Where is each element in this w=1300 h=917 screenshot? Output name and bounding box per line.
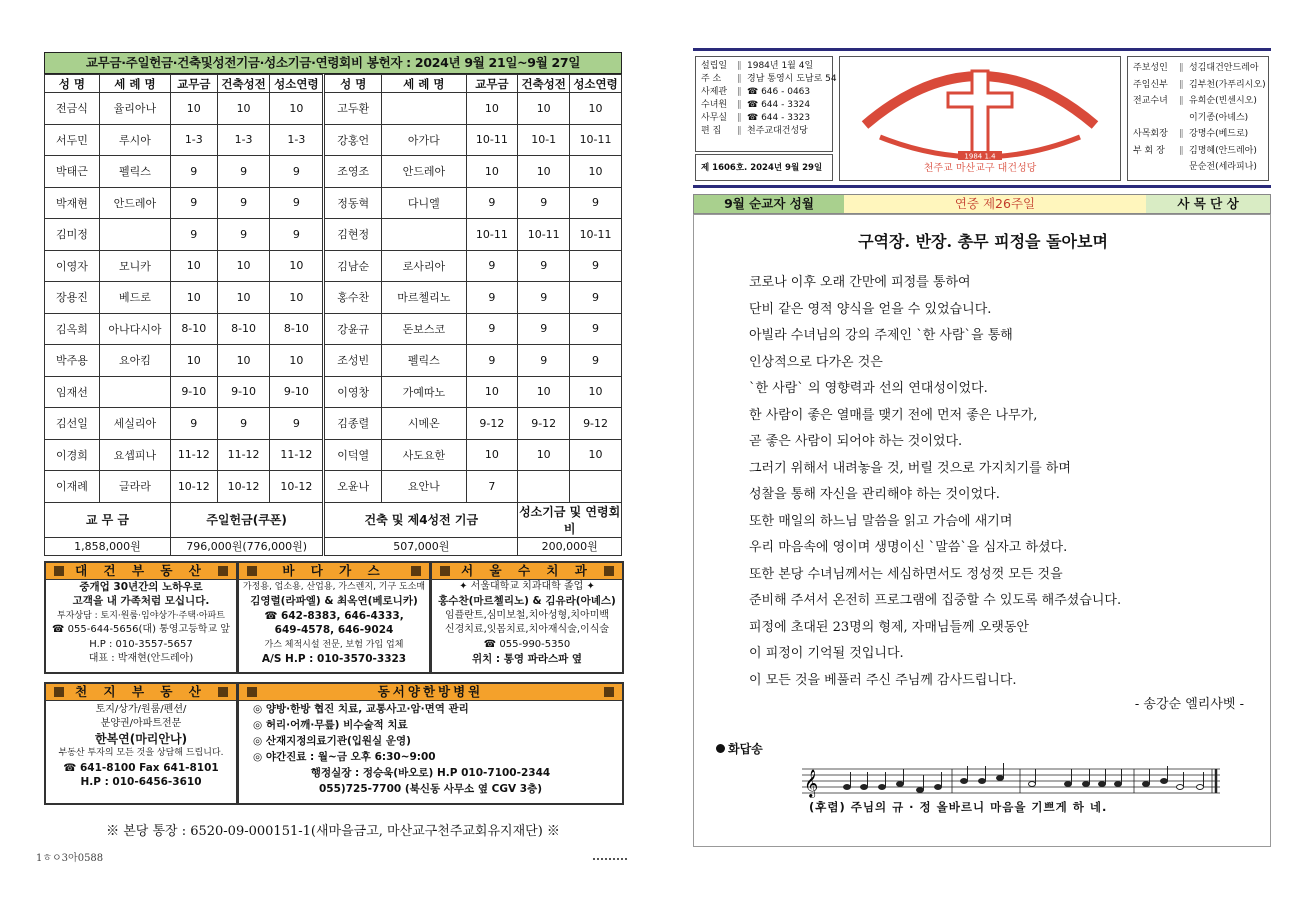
info-key: 주임신부: [1133, 79, 1168, 90]
ad-line: ◎ 양방·한방 협진 치료, 교통사고·암·면역 관리: [253, 703, 469, 715]
article-line: 또한 본당 수녀님께서는 세심하면서도 정성껏 모든 것을: [749, 566, 1063, 582]
handwritten-note: 1ㅎㅇ3아0588: [36, 853, 104, 864]
info-row: [701, 125, 827, 138]
column-header: 성소연령: [270, 75, 324, 93]
table-cell: 10: [217, 250, 270, 282]
table-cell: 이영창: [324, 376, 382, 408]
table-cell: 요아킴: [99, 345, 170, 377]
table-row: [45, 376, 622, 408]
column-header: 성소연령: [570, 75, 622, 93]
table-cell: 10-12: [270, 471, 324, 503]
donor-table: [44, 74, 622, 556]
info-row: [1133, 126, 1263, 143]
column-title: 사 목 단 상: [1146, 195, 1270, 213]
parish-info-box: [695, 56, 837, 152]
table-row: [45, 471, 622, 503]
ad-line: 임플란트,심미보철,치아성형,치아미백: [444, 609, 610, 621]
table-cell: 9-12: [570, 408, 622, 440]
table-row: [45, 219, 622, 251]
table-cell: 10: [217, 93, 270, 125]
table-cell: 요안나: [382, 471, 466, 503]
ad-line: 한복연(마리안나): [94, 731, 188, 746]
article-line: 피정에 초대된 23명의 형제, 자매님들께 오랫동안: [749, 619, 1029, 635]
table-cell: 10: [170, 250, 217, 282]
table-cell: 김옥희: [45, 313, 100, 345]
table-cell: 박재현: [45, 187, 100, 219]
column-header: 세 례 명: [382, 75, 466, 93]
info-value: 문순전(세라피나): [1189, 162, 1257, 172]
table-row: [45, 250, 622, 282]
ad-line: 가스 체적시설 전문, 보험 가입 업체: [264, 639, 404, 650]
table-cell: 다니엘: [382, 187, 466, 219]
info-key: 수녀원: [701, 100, 728, 110]
table-cell: 9: [570, 282, 622, 314]
info-value: 경남 통영시 도남로 54: [747, 74, 837, 84]
table-cell: 이덕열: [324, 439, 382, 471]
table-cell: [382, 219, 466, 251]
issue-number: 제 1606호. 2024년 9월 29일: [695, 154, 833, 181]
ad-line: 649-4578, 646-9024: [274, 624, 394, 637]
info-separator: ∥: [1179, 129, 1184, 139]
info-value: 이기종(아녜스): [1189, 112, 1249, 123]
table-cell: 조영조: [324, 156, 382, 188]
info-row: [701, 86, 827, 99]
ad-bada-gas: [237, 561, 431, 674]
table-cell: [518, 471, 570, 503]
psalm-label: 화답송: [728, 742, 763, 756]
donor-section: [44, 52, 622, 556]
info-value: 김부천(가푸리시오): [1189, 79, 1266, 90]
table-cell: 7: [466, 471, 518, 503]
table-row: [45, 282, 622, 314]
info-separator: ∥: [1179, 63, 1184, 73]
table-cell: 9: [270, 156, 324, 188]
table-cell: 전금식: [45, 93, 100, 125]
info-key: 부 회 장: [1133, 145, 1165, 156]
info-row: [701, 73, 837, 86]
info-row: [1133, 93, 1263, 110]
bullet-icon: [716, 744, 725, 753]
table-row: [45, 408, 622, 440]
info-value: ☎ 644 - 3323: [747, 113, 811, 123]
info-row: [701, 99, 827, 112]
table-cell: 9: [170, 219, 217, 251]
ad-line: ✦ 서울대학교 치과대학 졸업 ✦: [459, 581, 595, 592]
info-key: 전교수녀: [1133, 96, 1168, 106]
column-header: 성 명: [324, 75, 382, 93]
ad-line: 행정실장 : 정승욱(바오로) H.P 010-7100-2344: [310, 767, 551, 779]
info-value: 유희순(빈센시오): [1189, 96, 1257, 106]
info-row: [701, 112, 827, 125]
info-key: 설립일: [701, 61, 728, 71]
ad-header: 서 울 수 치 과: [432, 563, 622, 580]
info-row: [1133, 60, 1263, 77]
table-cell: 10: [170, 345, 217, 377]
column-header: 교무금: [170, 75, 217, 93]
table-cell: 9: [217, 408, 270, 440]
table-cell: 10: [170, 93, 217, 125]
ad-line: 부동산 투자의 모든 것을 상담해 드립니다.: [58, 748, 224, 759]
table-cell: 9: [217, 219, 270, 251]
column-header: 건축성전: [518, 75, 570, 93]
article-line: `한 사람` 의 영향력과 선의 연대성이었다.: [749, 381, 988, 396]
table-cell: 10: [270, 250, 324, 282]
table-cell: 10: [270, 345, 324, 377]
ad-line: ☎ 642-8383, 646-4333,: [264, 609, 404, 622]
table-cell: 루시아: [99, 124, 170, 156]
table-cell: 김현정: [324, 219, 382, 251]
table-cell: 오윤나: [324, 471, 382, 503]
table-cell: 11-12: [270, 439, 324, 471]
table-cell: 가예따노: [382, 376, 466, 408]
table-cell: 장용진: [45, 282, 100, 314]
ad-header: 동서양한방병원: [239, 684, 622, 701]
info-key: 주 소: [701, 74, 722, 84]
section-bar: [693, 194, 1271, 214]
table-cell: 글라라: [99, 471, 170, 503]
cross-icon: [948, 71, 1012, 153]
ad-line: 055)725-7700 (북신동 사무소 옆 CGV 3층): [319, 783, 542, 795]
table-cell: 1-3: [217, 124, 270, 156]
article-body: [749, 270, 1249, 694]
article-line: 곧 좋은 사람이 되어야 하는 것이었다.: [749, 434, 963, 449]
article-line: 이 모든 것을 베풀러 주신 주님께 감사드립니다.: [749, 672, 1017, 688]
info-key: 사목회장: [1133, 129, 1168, 139]
table-cell: 김남순: [324, 250, 382, 282]
summary-value: 200,000원: [518, 537, 622, 555]
table-cell: 9-12: [518, 408, 570, 440]
info-separator: ∥: [737, 87, 742, 97]
table-cell: 10: [466, 93, 518, 125]
table-cell: 9: [466, 250, 518, 282]
summary-value: 796,000원(776,000원): [170, 537, 323, 555]
month-label: 9월 순교자 성월: [694, 195, 844, 213]
table-cell: [99, 376, 170, 408]
table-cell: 9-12: [466, 408, 518, 440]
table-cell: 10: [217, 282, 270, 314]
article-line: 우리 마음속에 영이며 생명이신 `말씀`을 심자고 하셨다.: [749, 540, 1068, 555]
table-cell: 안드레아: [382, 156, 466, 188]
article-line: 성찰을 통해 자신을 관리해야 하는 것이었다.: [749, 487, 1000, 502]
psalm-lyrics: (후렴) 주님의 규 · 정 올바르니 마음을 기쁘게 하 네.: [809, 800, 1108, 814]
table-cell: 베드로: [99, 282, 170, 314]
table-cell: 9: [466, 282, 518, 314]
info-value: 1984년 1월 4일: [747, 61, 814, 71]
table-row: [45, 345, 622, 377]
table-cell: 펠릭스: [99, 156, 170, 188]
table-cell: 9-10: [217, 376, 270, 408]
table-cell: 9: [170, 156, 217, 188]
logo-text: 천주교 마산교구 대건성당: [923, 163, 1037, 174]
table-cell: 1-3: [270, 124, 324, 156]
table-row: [45, 156, 622, 188]
ad-dongseo-hospital: [237, 682, 624, 805]
table-cell: 박주용: [45, 345, 100, 377]
table-cell: 9: [170, 408, 217, 440]
table-cell: 9: [466, 187, 518, 219]
article-line: 준비해 주셔서 온전히 프로그램에 집중할 수 있도록 해주셨습니다.: [749, 593, 1122, 608]
table-cell: 9: [270, 219, 324, 251]
table-cell: 이경희: [45, 439, 100, 471]
table-cell: 9: [570, 313, 622, 345]
ad-line: 대표 : 박재현(안드레아): [88, 653, 194, 665]
ad-line: 분양권/아파트전문: [100, 718, 182, 730]
table-cell: 9: [518, 345, 570, 377]
table-cell: 10: [518, 376, 570, 408]
table-cell: 10: [570, 93, 622, 125]
ad-header: 바 다 가 스: [239, 563, 429, 580]
info-key: 주보성인: [1133, 63, 1168, 73]
table-cell: 마르첼리노: [382, 282, 466, 314]
table-cell: 9: [170, 187, 217, 219]
table-row: [45, 439, 622, 471]
table-cell: 10-11: [466, 219, 518, 251]
article-author: - 송강순 엘리사벳 -: [1134, 697, 1244, 712]
ad-daegeon-realestate: [44, 561, 238, 674]
ad-line: 홍수찬(마르첼리노) & 김유라(아녜스): [438, 595, 616, 608]
table-row: [45, 187, 622, 219]
ad-line: 토지/상가/원룸/펜션/: [95, 704, 187, 715]
table-cell: 9: [217, 156, 270, 188]
header-rule: [693, 185, 1271, 188]
table-cell: 10-11: [570, 219, 622, 251]
info-row: [1133, 77, 1266, 94]
ad-line: ◎ 야간진료 : 월~금 오후 6:30~9:00: [253, 751, 436, 763]
ad-line: ◎ 허리·어깨·무릎) 비수술적 치료: [253, 719, 408, 731]
article-line: 단비 같은 영적 양식을 얻을 수 있었습니다.: [749, 301, 992, 317]
table-cell: 1-3: [170, 124, 217, 156]
table-cell: 10: [570, 376, 622, 408]
ad-line: A/S H.P : 010-3570-3323: [261, 653, 407, 666]
ad-line: ☎ 641-8100 Fax 641-8101: [63, 761, 219, 774]
info-value: 김명혜(안드레아): [1189, 145, 1257, 156]
ad-line: ☎ 055-990-5350: [483, 638, 571, 650]
ad-line: 중개업 30년간의 노하우로: [79, 581, 203, 593]
table-cell: 강윤규: [324, 313, 382, 345]
summary-header: 성소기금 및 연령회비: [518, 502, 622, 537]
table-cell: 김종렬: [324, 408, 382, 440]
table-cell: 9: [466, 313, 518, 345]
table-cell: 9: [466, 345, 518, 377]
ad-line: 투자상담 : 토지·원룸·임야상가·주택·아파트: [57, 610, 225, 621]
column-header: 세 례 명: [99, 75, 170, 93]
ad-line: 신경치료,잇몸치료,치아재식술,이식술: [444, 624, 610, 636]
ad-line: ☎ 055-644-5656(대) 통영고등학교 앞: [52, 624, 230, 636]
info-value: 천주교대건성당: [747, 126, 808, 136]
table-cell: 10: [518, 156, 570, 188]
table-cell: 안드레아: [99, 187, 170, 219]
table-cell: 홍수찬: [324, 282, 382, 314]
table-cell: 10-11: [570, 124, 622, 156]
table-cell: 서두민: [45, 124, 100, 156]
table-cell: 돈보스코: [382, 313, 466, 345]
parish-logo: [840, 57, 1120, 180]
article-line: 그러기 위해서 내려놓을 것, 버릴 것으로 가지치기를 하며: [749, 460, 1071, 476]
table-cell: 10: [270, 93, 324, 125]
info-row: [1133, 159, 1263, 176]
table-cell: 모니카: [99, 250, 170, 282]
table-cell: 세실리아: [99, 408, 170, 440]
info-row: [1133, 143, 1263, 160]
table-cell: 박태근: [45, 156, 100, 188]
ad-line: H.P : 010-6456-3610: [80, 776, 202, 789]
ad-line: H.P : 010-3557-5657: [89, 638, 193, 650]
header-rule: [693, 48, 1271, 51]
info-separator: ∥: [1179, 145, 1184, 156]
column-header: 교무금: [466, 75, 518, 93]
info-separator: ∥: [737, 113, 742, 123]
pastoral-article: [693, 214, 1271, 847]
notes: [844, 763, 1204, 793]
table-cell: 10-11: [518, 219, 570, 251]
column-header: 건축성전: [217, 75, 270, 93]
logo-box: [839, 56, 1121, 181]
table-cell: [570, 471, 622, 503]
table-cell: 10-11: [466, 124, 518, 156]
table-cell: 11-12: [170, 439, 217, 471]
table-cell: [99, 219, 170, 251]
ad-header: 대 건 부 동 산: [46, 563, 236, 580]
table-cell: 강홍언: [324, 124, 382, 156]
table-cell: 이영자: [45, 250, 100, 282]
parish-staff-box: [1127, 56, 1269, 181]
table-cell: 김선일: [45, 408, 100, 440]
info-separator: ∥: [1179, 96, 1184, 106]
info-key: 사제관: [701, 87, 728, 97]
info-separator: ∥: [737, 61, 742, 71]
summary-header: 교 무 금: [45, 502, 171, 537]
table-cell: 10: [570, 156, 622, 188]
table-cell: 시메온: [382, 408, 466, 440]
table-cell: 9: [570, 345, 622, 377]
ad-seoul-dental: [430, 561, 624, 674]
table-cell: 10: [466, 376, 518, 408]
info-row: [701, 60, 827, 73]
table-cell: 9: [570, 250, 622, 282]
article-line: 아빌라 수녀님의 강의 주제인 `한 사람`을 통해: [749, 328, 1013, 343]
table-cell: 10-12: [170, 471, 217, 503]
article-line: 또한 매일의 하느님 말씀을 읽고 가슴에 새기며: [749, 513, 1013, 529]
info-value: 성김대건안드레아: [1189, 63, 1259, 73]
table-cell: 8-10: [270, 313, 324, 345]
table-cell: 9: [518, 313, 570, 345]
info-separator: ∥: [737, 74, 742, 84]
table-row: [45, 93, 622, 125]
donor-title: 교무금·주일헌금·건축및성전기금·성소기금·연령회비 봉헌자 : 2024년 9월 21일~9월 27일: [44, 52, 622, 74]
info-separator: ∥: [1179, 79, 1184, 90]
table-cell: 9: [217, 187, 270, 219]
table-cell: 10: [518, 93, 570, 125]
table-cell: 9: [518, 250, 570, 282]
info-value: 강명수(베드로): [1189, 129, 1249, 139]
table-cell: 고두환: [324, 93, 382, 125]
table-cell: 8-10: [217, 313, 270, 345]
info-key: 사무실: [701, 113, 728, 123]
ad-cheonji-realestate: [44, 682, 238, 805]
summary-header-row: [45, 502, 622, 537]
table-cell: 9: [270, 408, 324, 440]
table-cell: 10-1: [518, 124, 570, 156]
table-cell: 아가다: [382, 124, 466, 156]
table-cell: 9: [518, 282, 570, 314]
table-cell: 9-10: [270, 376, 324, 408]
table-cell: 10: [518, 439, 570, 471]
table-cell: 9: [518, 187, 570, 219]
table-cell: 10: [270, 282, 324, 314]
ad-header: 천 지 부 동 산: [46, 684, 236, 701]
table-cell: 9: [570, 187, 622, 219]
table-cell: 아나다시아: [99, 313, 170, 345]
info-separator: ∥: [737, 100, 742, 110]
table-cell: 율리아나: [99, 93, 170, 125]
logo-year: 1984 1.4: [964, 152, 996, 161]
table-cell: 조성빈: [324, 345, 382, 377]
summary-value: 1,858,000원: [45, 537, 171, 555]
table-cell: [382, 93, 466, 125]
article-line: 코로나 이후 오래 간만에 피정를 통하여: [749, 275, 971, 290]
table-cell: 8-10: [170, 313, 217, 345]
scribble-mark: [593, 850, 627, 860]
summary-header: 건축 및 제4성전 기금: [324, 502, 518, 537]
ad-line: ◎ 산재지정의료기관(입원실 운영): [253, 735, 411, 747]
table-cell: 10: [466, 439, 518, 471]
column-header: 성 명: [45, 75, 100, 93]
ad-line: 가정용, 업소용, 산업용, 가스렌지, 기구 도소매: [242, 582, 426, 592]
info-row: [1133, 110, 1263, 127]
table-cell: 10: [570, 439, 622, 471]
table-cell: 사도요한: [382, 439, 466, 471]
info-key: 편 집: [701, 126, 722, 136]
article-line: 한 사람이 좋은 열매를 맺기 전에 먼저 좋은 나무가,: [749, 407, 1038, 423]
music-staff: [802, 763, 1220, 801]
table-cell: 임재선: [45, 376, 100, 408]
article-line: 이 피정이 기억될 것입니다.: [749, 646, 904, 661]
table-row: [45, 124, 622, 156]
ad-line: 위치 : 통영 파라스파 옆: [471, 653, 583, 666]
summary-header: 주일헌금(쿠폰): [170, 502, 323, 537]
table-cell: 11-12: [217, 439, 270, 471]
article-line: 인상적으로 다가온 것은: [749, 354, 883, 370]
table-cell: 9: [270, 187, 324, 219]
table-cell: 10: [170, 282, 217, 314]
table-cell: 10-12: [217, 471, 270, 503]
summary-value: 507,000원: [324, 537, 518, 555]
table-cell: 이재례: [45, 471, 100, 503]
sunday-label: 연중 제26주일: [844, 195, 1146, 213]
info-value: ☎ 646 - 0463: [747, 87, 811, 97]
table-row: [45, 313, 622, 345]
table-cell: 정동혁: [324, 187, 382, 219]
ad-line: 김영렬(라파엘) & 최옥연(베로니카): [250, 595, 418, 608]
table-cell: 10: [466, 156, 518, 188]
table-cell: 9-10: [170, 376, 217, 408]
ad-line: 고객을 내 가족처럼 모십니다.: [72, 595, 210, 608]
responsorial-psalm: [716, 740, 763, 757]
treble-clef-icon: 𝄞: [804, 769, 819, 797]
table-cell: 로사리아: [382, 250, 466, 282]
info-value: ☎ 644 - 3324: [747, 100, 811, 110]
info-separator: ∥: [737, 126, 742, 136]
parish-account: ※ 본당 통장 : 6520-09-000151-1(새마을금고, 마산교구천주교회유지재단) ※: [106, 824, 560, 839]
article-title: 구역장. 반장. 총무 피정을 돌아보며: [858, 232, 1108, 251]
table-cell: 김미정: [45, 219, 100, 251]
table-header: [45, 75, 622, 93]
table-cell: 펠릭스: [382, 345, 466, 377]
table-cell: 요셉피나: [99, 439, 170, 471]
summary-value-row: [45, 537, 622, 555]
table-cell: 10: [217, 345, 270, 377]
